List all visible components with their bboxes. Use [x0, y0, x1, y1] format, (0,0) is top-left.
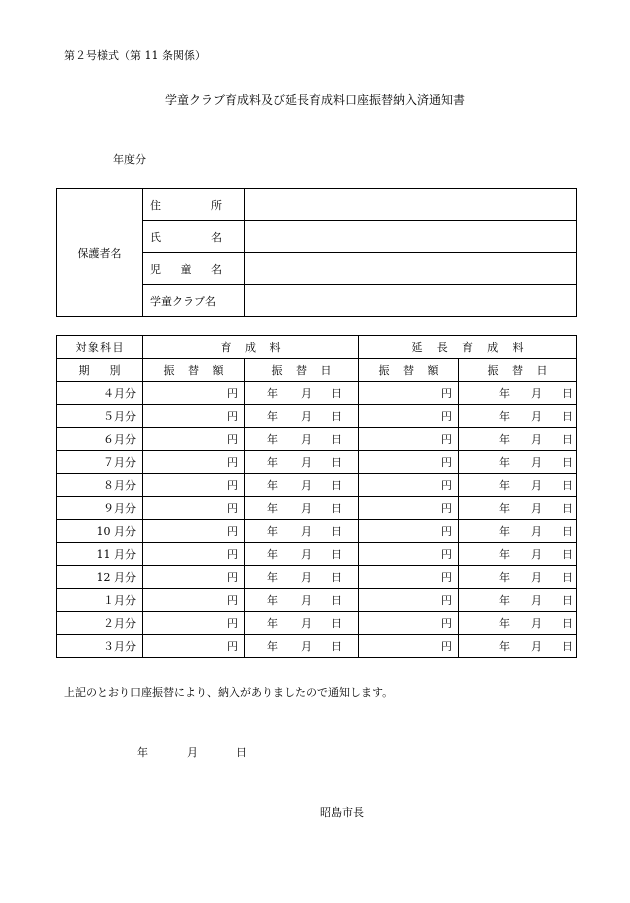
encho-date-cell[interactable]	[459, 451, 577, 474]
ikusei-amount-cell[interactable]: 円	[143, 405, 245, 428]
date-unit-year: 年	[267, 525, 278, 538]
ikusei-amount-cell[interactable]: 円	[143, 543, 245, 566]
encho-amount-cell[interactable]: 円	[359, 497, 459, 520]
subject-header-text: 対 象 科 目	[75, 341, 124, 354]
date-unit-year: 年	[267, 479, 278, 492]
date-unit-year: 年	[499, 410, 510, 423]
issue-date-day: 日	[236, 746, 247, 759]
date-unit-year: 年	[499, 456, 510, 469]
date-unit-month: 月	[531, 387, 542, 400]
payment-rows	[57, 382, 577, 658]
date-unit-day: 日	[331, 410, 342, 423]
date-unit-day: 日	[331, 525, 342, 538]
date-unit-day: 日	[331, 571, 342, 584]
date-unit-day: 日	[331, 387, 342, 400]
encho-date-cell[interactable]	[459, 382, 577, 405]
date-unit-day: 日	[562, 594, 573, 607]
issuer-name: 昭島市長	[320, 806, 364, 819]
address-value[interactable]	[245, 189, 577, 221]
date-unit-day: 日	[562, 548, 573, 561]
date-unit-month: 月	[531, 525, 542, 538]
address-label-text: 住 所	[150, 198, 222, 212]
encho-amount-cell[interactable]: 円	[359, 474, 459, 497]
date-unit-year: 年	[499, 479, 510, 492]
date-unit-month: 月	[531, 479, 542, 492]
encho-amount-cell[interactable]: 円	[359, 589, 459, 612]
period-header-text: 期 別	[78, 364, 121, 377]
month-label: 10 月分	[57, 520, 143, 543]
ikusei-amount-cell[interactable]: 円	[143, 474, 245, 497]
encho-amount-cell[interactable]: 円	[359, 612, 459, 635]
table-row	[57, 428, 577, 451]
date-unit-year: 年	[267, 571, 278, 584]
ikusei-date-cell[interactable]	[245, 451, 359, 474]
date-unit-month: 月	[301, 479, 312, 492]
date-unit-day: 日	[331, 479, 342, 492]
ikusei-date-cell[interactable]	[245, 520, 359, 543]
date-unit-day: 日	[562, 387, 573, 400]
ikusei-amount-cell[interactable]: 円	[143, 497, 245, 520]
child-name-label	[143, 253, 245, 285]
table-row	[57, 566, 577, 589]
date-unit-year: 年	[267, 548, 278, 561]
encho-date-cell[interactable]	[459, 635, 577, 658]
ikusei-date-cell[interactable]	[245, 566, 359, 589]
address-label	[143, 189, 245, 221]
date-unit-day: 日	[562, 410, 573, 423]
ikusei-date-header-text: 振 替 日	[271, 364, 332, 377]
date-unit-day: 日	[562, 502, 573, 515]
notice-text: 上記のとおり口座振替により、納入がありましたので通知します。	[64, 686, 394, 699]
month-label: １月分	[57, 589, 143, 612]
date-unit-month: 月	[301, 502, 312, 515]
encho-date-cell[interactable]	[459, 428, 577, 451]
date-unit-year: 年	[267, 502, 278, 515]
ikusei-date-cell[interactable]	[245, 612, 359, 635]
date-unit-year: 年	[499, 525, 510, 538]
encho-date-header	[459, 359, 577, 382]
encho-date-cell[interactable]	[459, 520, 577, 543]
date-unit-year: 年	[267, 617, 278, 630]
ikusei-date-cell[interactable]	[245, 382, 359, 405]
date-unit-month: 月	[531, 502, 542, 515]
month-label: ３月分	[57, 635, 143, 658]
encho-amount-cell[interactable]: 円	[359, 520, 459, 543]
date-unit-month: 月	[531, 617, 542, 630]
encho-amount-cell[interactable]: 円	[359, 451, 459, 474]
date-unit-year: 年	[499, 571, 510, 584]
encho-amount-cell[interactable]: 円	[359, 543, 459, 566]
date-unit-month: 月	[301, 548, 312, 561]
ikusei-amount-header	[143, 359, 245, 382]
encho-amount-cell[interactable]: 円	[359, 428, 459, 451]
month-label: ６月分	[57, 428, 143, 451]
club-name-label: 学童クラブ名	[143, 285, 245, 317]
date-unit-month: 月	[531, 571, 542, 584]
date-unit-month: 月	[301, 433, 312, 446]
encho-date-cell[interactable]	[459, 589, 577, 612]
date-unit-year: 年	[499, 433, 510, 446]
ikusei-date-cell[interactable]	[245, 589, 359, 612]
date-unit-month: 月	[301, 525, 312, 538]
date-unit-month: 月	[301, 387, 312, 400]
date-unit-month: 月	[301, 410, 312, 423]
club-name-value[interactable]	[245, 285, 577, 317]
date-unit-year: 年	[267, 594, 278, 607]
ikusei-header-text: 育 成 料	[220, 341, 281, 354]
date-unit-month: 月	[531, 640, 542, 653]
date-unit-year: 年	[499, 617, 510, 630]
date-unit-year: 年	[267, 433, 278, 446]
month-label: ８月分	[57, 474, 143, 497]
encho-date-cell[interactable]	[459, 612, 577, 635]
encho-amount-header	[359, 359, 459, 382]
subject-header	[57, 336, 143, 359]
child-name-label-text: 児 童 名	[150, 262, 222, 276]
date-unit-year: 年	[499, 502, 510, 515]
ikusei-amount-cell[interactable]: 円	[143, 589, 245, 612]
date-unit-day: 日	[331, 433, 342, 446]
date-unit-day: 日	[562, 456, 573, 469]
document-title: 学童クラブ育成料及び延長育成料口座振替納入済通知書	[164, 93, 465, 107]
date-unit-month: 月	[301, 617, 312, 630]
ikusei-amount-cell[interactable]: 円	[143, 382, 245, 405]
ikusei-date-cell[interactable]	[245, 543, 359, 566]
ikusei-header	[143, 336, 359, 359]
date-unit-month: 月	[301, 571, 312, 584]
date-unit-month: 月	[301, 594, 312, 607]
month-label: 11 月分	[57, 543, 143, 566]
table-row	[57, 497, 577, 520]
ikusei-date-cell[interactable]	[245, 474, 359, 497]
table-row	[57, 635, 577, 658]
date-unit-year: 年	[267, 640, 278, 653]
issue-date-year: 年	[137, 746, 148, 759]
guardian-info-table	[56, 188, 577, 317]
name-value[interactable]	[245, 221, 577, 253]
date-unit-day: 日	[331, 456, 342, 469]
ikusei-date-cell[interactable]	[245, 428, 359, 451]
payment-table	[56, 335, 577, 658]
month-label: ２月分	[57, 612, 143, 635]
encho-header-text: 延 長 育 成 料	[411, 341, 524, 354]
table-row	[57, 589, 577, 612]
date-unit-year: 年	[499, 548, 510, 561]
ikusei-amount-cell[interactable]: 円	[143, 451, 245, 474]
month-label: ７月分	[57, 451, 143, 474]
encho-amount-cell[interactable]: 円	[359, 405, 459, 428]
date-unit-day: 日	[331, 502, 342, 515]
name-label-text: 氏 名	[150, 230, 222, 244]
ikusei-amount-cell[interactable]: 円	[143, 428, 245, 451]
date-unit-year: 年	[499, 387, 510, 400]
ikusei-date-cell[interactable]	[245, 497, 359, 520]
date-unit-day: 日	[562, 640, 573, 653]
month-label: ４月分	[57, 382, 143, 405]
encho-date-cell[interactable]	[459, 474, 577, 497]
period-header	[57, 359, 143, 382]
date-unit-day: 日	[331, 617, 342, 630]
issue-date-month: 月	[187, 746, 198, 759]
ikusei-amount-cell[interactable]: 円	[143, 566, 245, 589]
date-unit-day: 日	[562, 617, 573, 630]
date-unit-month: 月	[531, 548, 542, 561]
date-unit-year: 年	[267, 456, 278, 469]
encho-amount-cell[interactable]: 円	[359, 635, 459, 658]
date-unit-day: 日	[562, 433, 573, 446]
encho-amount-header-text: 振 替 額	[378, 364, 439, 377]
date-unit-month: 月	[531, 410, 542, 423]
date-unit-month: 月	[301, 456, 312, 469]
encho-date-cell[interactable]	[459, 543, 577, 566]
date-unit-year: 年	[499, 594, 510, 607]
date-unit-day: 日	[562, 479, 573, 492]
ikusei-amount-cell[interactable]: 円	[143, 635, 245, 658]
guardian-header: 保護者名	[57, 189, 143, 317]
table-row	[57, 451, 577, 474]
ikusei-date-header	[245, 359, 359, 382]
ikusei-amount-cell[interactable]: 円	[143, 520, 245, 543]
table-row	[57, 543, 577, 566]
ikusei-amount-header-text: 振 替 額	[163, 364, 224, 377]
name-label	[143, 221, 245, 253]
fiscal-year-label: 年度分	[113, 153, 146, 166]
date-unit-day: 日	[331, 640, 342, 653]
ikusei-date-cell[interactable]	[245, 405, 359, 428]
month-label: ５月分	[57, 405, 143, 428]
child-name-value[interactable]	[245, 253, 577, 285]
encho-date-cell[interactable]	[459, 566, 577, 589]
encho-date-cell[interactable]	[459, 405, 577, 428]
table-row	[57, 405, 577, 428]
encho-date-header-text: 振 替 日	[487, 364, 548, 377]
encho-header	[359, 336, 577, 359]
date-unit-year: 年	[499, 640, 510, 653]
date-unit-month: 月	[531, 433, 542, 446]
date-unit-month: 月	[301, 640, 312, 653]
month-label: ９月分	[57, 497, 143, 520]
table-row	[57, 474, 577, 497]
date-unit-day: 日	[331, 594, 342, 607]
encho-date-cell[interactable]	[459, 497, 577, 520]
ikusei-amount-cell[interactable]: 円	[143, 612, 245, 635]
encho-amount-cell[interactable]: 円	[359, 566, 459, 589]
ikusei-date-cell[interactable]	[245, 635, 359, 658]
date-unit-month: 月	[531, 594, 542, 607]
form-number: 第２号様式（第 11 条関係）	[64, 49, 206, 62]
month-label: 12 月分	[57, 566, 143, 589]
date-unit-month: 月	[531, 456, 542, 469]
date-unit-day: 日	[331, 548, 342, 561]
table-row	[57, 382, 577, 405]
date-unit-day: 日	[562, 571, 573, 584]
table-row	[57, 520, 577, 543]
date-unit-year: 年	[267, 387, 278, 400]
date-unit-year: 年	[267, 410, 278, 423]
table-row	[57, 612, 577, 635]
date-unit-day: 日	[562, 525, 573, 538]
encho-amount-cell[interactable]: 円	[359, 382, 459, 405]
